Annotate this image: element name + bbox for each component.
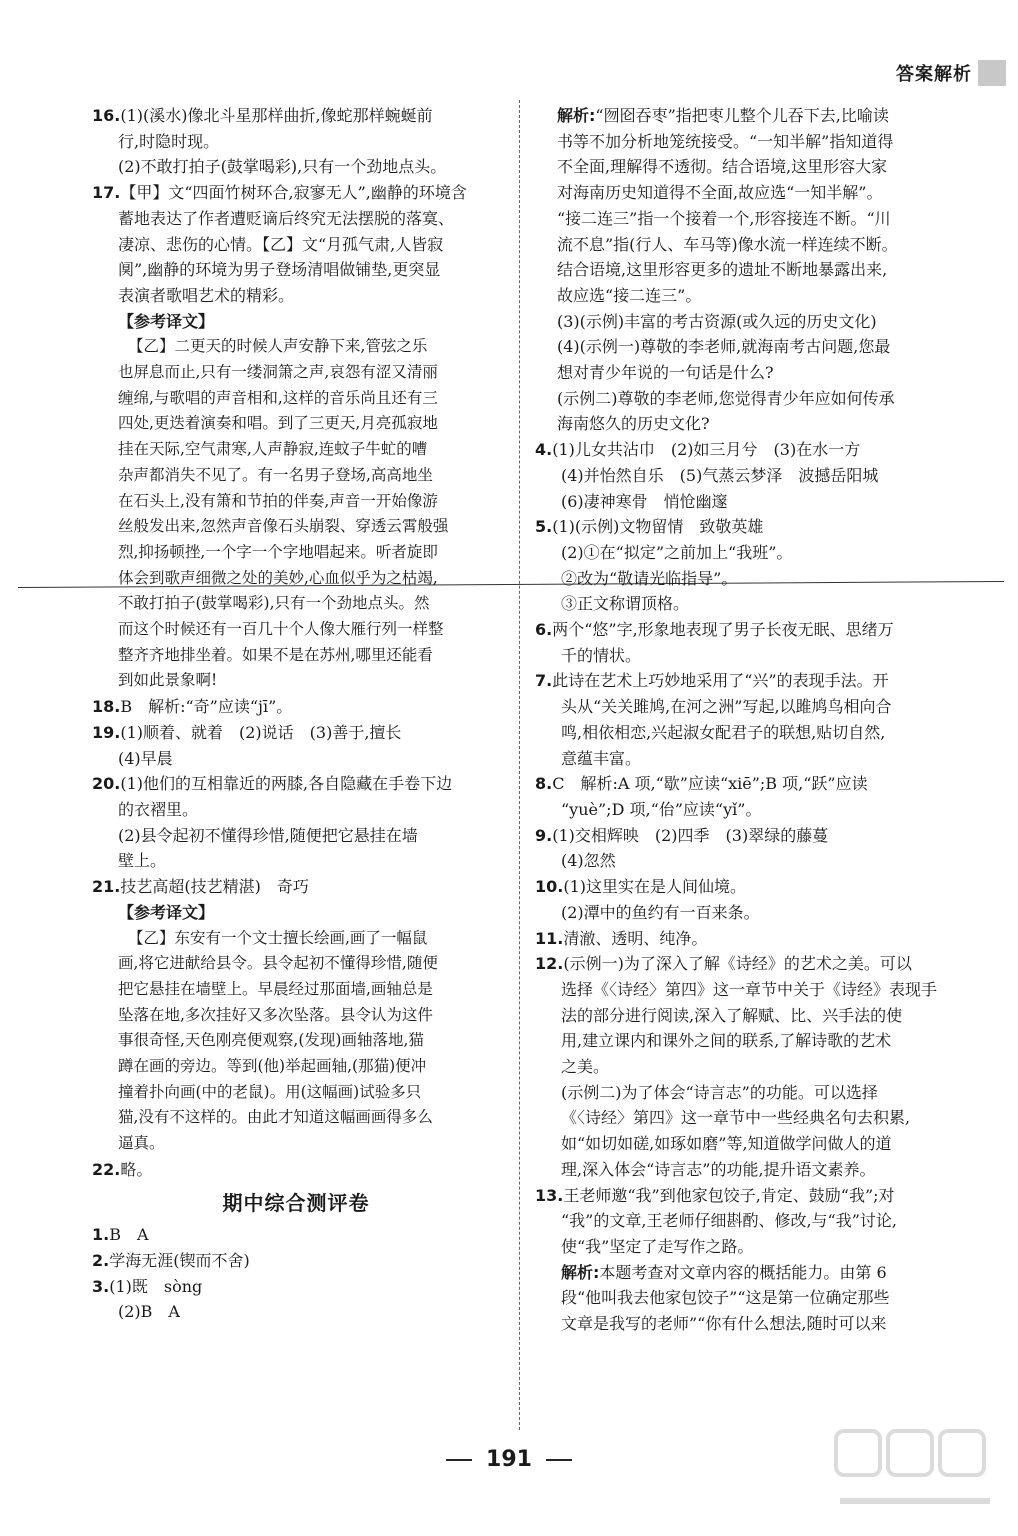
analysis-label: 解析:: [557, 106, 596, 125]
answer-text: (1)儿女共沾巾 (2)如三月兮 (3)在水一方: [552, 440, 861, 460]
answer-text: 意蕴丰富。: [561, 748, 642, 768]
analysis-line: 流不息”指(行人、车马等)像水流一样连续不断。: [557, 234, 898, 254]
answer-text: 学海无涯(锲而不舍): [109, 1250, 250, 1270]
translation-line: 烈,抑扬顿挫,一个字一个字地唱起来。听者旋即: [118, 542, 438, 561]
translation-line: 整齐齐地排坐着。如果不是在苏州,哪里还能看: [118, 645, 433, 664]
answer-number: 17.: [92, 183, 121, 203]
answer-11: [535, 926, 977, 952]
analysis-line: 不全面,理解得不透彻。结合语境,这里形容大家: [557, 157, 888, 177]
answer-text: 【甲】文“四面竹树环合,寂寥无人”,幽静的环境含: [120, 183, 467, 203]
answer-text: 鸣,相依相恋,兴起淑女配君子的联想,贴切自然,: [561, 722, 886, 742]
watermark-logo: [830, 1423, 1000, 1518]
answer-number: 12.: [535, 954, 564, 974]
translation-block-2: [92, 926, 500, 1157]
answer-text: 如“如切如磋,如琢如磨”等,知道做学问做人的道: [561, 1134, 892, 1154]
answer-3-continued: [557, 309, 977, 438]
translation-line: 不敢打拍子(鼓掌喝彩),只有一个劲地点头。然: [118, 594, 430, 613]
translation-line: 坠落在地,多次挂好又多次坠落。县令认为这件: [118, 1005, 433, 1024]
answer-20: [92, 771, 500, 874]
answer-text: 想对青少年说的一句话是什么?: [557, 363, 774, 383]
answer-text: 理,深入体会“诗言志”的功能,提升语文素养。: [561, 1159, 876, 1179]
answer-19: [92, 720, 500, 771]
answer-number: 4.: [535, 440, 553, 460]
answer-text: 使“我”坚定了走写作之路。: [561, 1236, 754, 1256]
translation-line: 而这个时候还有一百几十个人像大雁行列一样整: [118, 620, 444, 639]
answer-text: “yuè”;D 项,“佁”应读“yǐ”。: [561, 799, 762, 819]
answer-text: (3)(示例)丰富的考古资源(或久远的历史文化): [557, 311, 877, 331]
answer-text: 海南悠久的历史文化?: [557, 414, 710, 434]
answer-text: (1)既 sòng: [109, 1276, 203, 1296]
answer-number: 1.: [92, 1225, 110, 1245]
answer-text: 之美。: [561, 1057, 610, 1077]
midterm-answer-1: [92, 1222, 500, 1248]
answer-13: [535, 1183, 977, 1337]
page-header: [896, 60, 1006, 86]
answer-number: 8.: [535, 774, 553, 794]
answer-text: 用,建立课内和课外之间的联系,了解诗歌的艺术: [561, 1031, 892, 1051]
answer-18: [92, 694, 500, 720]
answer-number: 7.: [535, 671, 553, 691]
answer-text: (1)交相辉映 (2)四季 (3)翠绿的藤蔓: [552, 825, 829, 845]
answer-text: 表演者歌唱艺术的精彩。: [118, 285, 295, 305]
answer-text: 蓄地表达了作者遭贬谪后终究无法摆脱的落寞、: [118, 208, 455, 228]
answer-5: [535, 514, 977, 617]
answer-text: (1)(溪水)像北斗星那样曲折,像蛇那样蜿蜒前: [120, 106, 433, 125]
answer-text: (示例一)为了深入了解《诗经》的艺术之美。可以: [563, 954, 912, 974]
page-number: 191: [486, 1447, 532, 1472]
answer-text: 的衣褶里。: [118, 799, 199, 819]
reference-translation-heading: 【参考译文】: [118, 902, 215, 922]
answer-text: ②改为“敬请光临指导”。: [561, 568, 738, 588]
answer-text: (1)这里实在是人间仙境。: [563, 877, 747, 897]
header-title: 答案解析: [896, 64, 972, 85]
column-divider: [519, 100, 520, 1430]
answer-7: [535, 668, 977, 771]
answer-number: 16.: [92, 106, 121, 125]
answer-text: 王老师邀“我”到他家包饺子,肯定、鼓励“我”;对: [563, 1185, 895, 1205]
translation-line: 画,将它进献给县令。县令起初不懂得珍惜,随便: [118, 954, 438, 973]
right-column: [535, 103, 977, 1337]
answer-number: 19.: [92, 722, 121, 742]
translation-line: 撞着扑向画(中的老鼠)。用(这幅画)试验多只: [118, 1082, 422, 1101]
translation-line: 猫,没有不这样的。由此才知道这幅画画得多么: [118, 1108, 433, 1127]
translation-line: 缠绵,与歌唱的声音相和,这样的音乐尚且还有三: [118, 388, 438, 407]
answer-text: (2)县令起初不懂得珍惜,随便把它悬挂在墙: [118, 825, 418, 845]
analysis-line: 本题考查对文章内容的概括能力。由第 6: [599, 1262, 887, 1282]
answer-number: 13.: [535, 1185, 564, 1205]
answer-number: 9.: [535, 825, 553, 845]
answer-text: C 解析:A 项,“歇”应读“xiē”;B 项,“跃”应读: [552, 774, 868, 794]
translation-line: 逼真。: [118, 1134, 165, 1153]
translation-line: 在石头上,没有箫和节拍的伴奏,声音一开始像游: [118, 491, 438, 510]
answer-16: [92, 103, 500, 180]
answer-text: 《〈诗经〉第四》这一章节中一些经典名句去积累,: [561, 1108, 911, 1128]
analysis-line: “囫囵吞枣”指把枣儿整个儿吞下去,比喻读: [595, 106, 889, 125]
answer-text: 壁上。: [118, 851, 167, 871]
analysis-line: “接二连三”指一个接着一个,形容接连不断。“川: [557, 208, 891, 228]
footer-dash: [546, 1459, 572, 1461]
midterm-answer-2: [92, 1248, 500, 1274]
answer-text: 法的部分进行阅读,深入了解赋、比、兴手法的使: [561, 1005, 903, 1025]
translation-line: 体会到歌声细微之处的美妙,心血似乎为之枯竭,: [118, 568, 438, 587]
translation-line: 事很奇怪,天色刚亮便观察,(发现)画轴落地,猫: [118, 1031, 424, 1050]
answer-number: 22.: [92, 1159, 121, 1179]
analysis-line: 故应选“接二连三”。: [557, 285, 702, 305]
answer-number: 21.: [92, 877, 121, 897]
answer-22: [92, 1157, 500, 1183]
analysis-line: 段“他叫我去他家包饺子”“这是第一位确定那些: [561, 1288, 890, 1308]
answer-text: B 解析:“奇”应读“jī”。: [120, 697, 293, 717]
answer-text: (1)(示例)文物留情 致敬英雄: [552, 517, 764, 537]
answer-number: 18.: [92, 697, 121, 717]
answer-text: (2)①在“拟定”之前加上“我班”。: [561, 542, 793, 562]
answer-text: 行,时隐时现。: [118, 131, 220, 151]
answer-text: 千的情状。: [561, 645, 642, 665]
answer-4: [535, 437, 977, 514]
answer-9: [535, 823, 977, 874]
answer-text: 选择《〈诗经〉第四》这一章节中关于《诗经》表现手: [561, 979, 938, 999]
answer-10: [535, 874, 977, 925]
translation-line: 杂声都消失不见了。有一名男子登场,高高地坐: [118, 465, 433, 484]
answer-17: [92, 180, 500, 309]
analysis-label: 解析:: [561, 1262, 600, 1282]
answer-text: (1)他们的互相靠近的两膝,各自隐藏在手卷下边: [120, 774, 453, 794]
translation-line: 也屏息而止,只有一缕洞箫之声,哀怨有涩又清丽: [118, 363, 438, 382]
answer-text: (6)凄神寒骨 悄怆幽邃: [561, 491, 728, 511]
translation-line: 四处,更迭着演奏和唱。到了三更天,月亮孤寂地: [118, 414, 438, 433]
answer-text: ③正文称谓顶格。: [561, 594, 690, 614]
translation-line: 蹲在画的旁边。等到(他)举起画轴,(那猫)便冲: [118, 1057, 427, 1076]
answer-text: (2)潭中的鱼约有一百来条。: [561, 902, 760, 922]
answer-21: [92, 874, 500, 900]
analysis-line: 文章是我写的老师”“你有什么想法,随时可以来: [561, 1314, 887, 1334]
answer-number: 3.: [92, 1276, 110, 1296]
analysis-block: [557, 103, 977, 309]
answer-number: 2.: [92, 1250, 110, 1270]
analysis-line: 对海南历史知道得不全面,故应选“一知半解”。: [557, 183, 883, 203]
reference-translation-heading: 【参考译文】: [118, 311, 215, 331]
answer-text: 略。: [120, 1159, 153, 1179]
answer-text: 阒”,幽静的环境为男子登场清唱做铺垫,更突显: [118, 260, 441, 280]
analysis-line: 结合语境,这里形容更多的遗址不断地暴露出来,: [557, 260, 888, 280]
left-column: [92, 103, 500, 1325]
midterm-answer-3: [92, 1274, 500, 1325]
answer-text: 此诗在艺术上巧妙地采用了“兴”的表现手法。开: [552, 671, 889, 691]
answer-text: (2)B A: [118, 1302, 180, 1322]
answer-text: 凄凉、悲伤的心情。【乙】文“月孤气肃,人皆寂: [118, 234, 444, 254]
answer-number: 10.: [535, 877, 564, 897]
answer-text: 清澈、透明、纯净。: [563, 928, 708, 948]
answer-number: 5.: [535, 517, 553, 537]
answer-text: 技艺高超(技艺精湛) 奇巧: [120, 877, 309, 897]
section-title: 期中综合测评卷: [222, 1190, 370, 1215]
answer-number: 11.: [535, 928, 564, 948]
answer-text: (1)顺着、就着 (2)说话 (3)善于,擅长: [120, 722, 402, 742]
answer-text: (4)并怡然自乐 (5)气蒸云梦泽 波撼岳阳城: [561, 465, 879, 485]
answer-text: B A: [109, 1225, 149, 1245]
answer-text: “我”的文章,王老师仔细斟酌、修改,与“我”讨论,: [561, 1211, 897, 1231]
header-tab-marker: [978, 60, 1006, 86]
answer-text: 头从“关关雎鸠,在河之洲”写起,以雎鸠鸟相向合: [561, 697, 892, 717]
translation-line: 丝般发出来,忽然声音像石头崩裂、穿透云霄般强: [118, 517, 449, 536]
translation-line: 【乙】二更天的时候人声安静下来,管弦之乐: [128, 337, 428, 356]
answer-text: (4)早晨: [118, 748, 173, 768]
answer-text: (2)不敢打拍子(鼓掌喝彩),只有一个劲地点头。: [118, 157, 447, 177]
translation-line: 把它悬挂在墙壁上。早晨经过那面墙,画轴总是: [118, 979, 433, 998]
answer-number: 20.: [92, 774, 121, 794]
translation-block-1: [92, 334, 500, 694]
translation-line: 【乙】东安有一个文士擅长绘画,画了一幅鼠: [128, 928, 428, 947]
answer-8: [535, 771, 977, 822]
answer-number: 6.: [535, 620, 553, 640]
answer-text: 两个“悠”字,形象地表现了男子长夜无眠、思绪万: [552, 620, 894, 640]
answer-text: (4)忽然: [561, 851, 616, 871]
answer-text: (示例二)尊敬的李老师,您觉得青少年应如何传承: [557, 388, 895, 408]
footer-dash: [446, 1459, 472, 1461]
answer-text: (4)(示例一)尊敬的李老师,就海南考古问题,您最: [557, 337, 891, 357]
answer-6: [535, 617, 977, 668]
translation-line: 到如此景象啊!: [118, 671, 218, 690]
analysis-line: 书等不加分析地笼统接受。“一知半解”指知道得: [557, 131, 894, 151]
translation-line: 挂在天际,空气肃寒,人声静寂,连蚊子牛虻的嘈: [118, 440, 428, 459]
answer-text: (示例二)为了体会“诗言志”的功能。可以选择: [561, 1082, 878, 1102]
answer-12: [535, 951, 977, 1182]
